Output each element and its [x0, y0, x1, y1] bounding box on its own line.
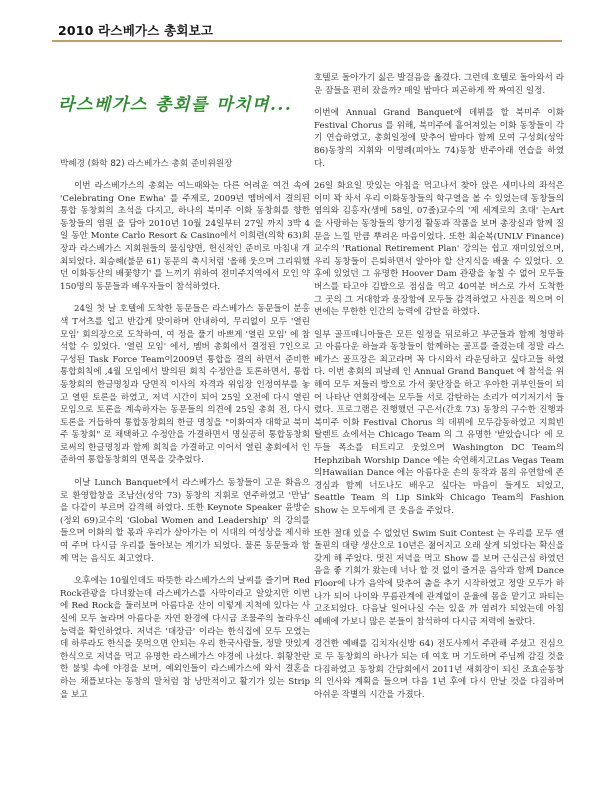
paragraph: 24일 첫 날 호텔에 도착한 동문들은 라스베가스 동문들이 분홍색 T셔츠를 입고 반갑게 맞이하며 안내하여, 무리없이 모두 '열린 모임' 회의장으로 도착하여, 여 정을 풀기 바쁘게 '열린 모임' 에 참석할 수 있었다. '열린 모임' 에서, 멤버 총회에서 결정된 7인으로 구성된 Task Force Team이2009년 통합을 결의 하면서 준비한 통합회칙에 ,4월 모임에서 발의된 회칙 수정안을 토론하면서, 통합동창회의 한글명칭과 당면직 이사의 자격과 위임장 인정여부를 놓고 열띤 토론을 하였고, 저녁 시간이 되어 25일 오전에 다시 열린 모임으로 토론을 계속하자는 동문들의 의견에 25일 총회 전, 다시 토론을 거듭하여 통합동창회의 한글 명칭을 "이화여자 대학교 북미주 동창회" 로 채택하고 수정안을 가결하면서 명실공히 통합동창회로써의 한글명칭과 함께 회칙을 가결하고 이어서 열린 총회에서 인준하여 통합동창회의 면목을 갖추었다.	[60, 304, 310, 466]
page-header	[52, 18, 562, 42]
paragraph: 호텔로 돌아가기 싫은 발걸음을 옮겼다. 그런데 호텔로 돌아와서 라운 잠들을 편히 잤을까? 매일 밤마다 피곤하게 짝 짜여진 일정.	[314, 73, 564, 96]
paragraph: 이번 라스베가스의 총회는 여느때와는 다른 어려운 여건 속에 'Celebrating One Ewha' 를 주제로, 2009년 멤버에서 결의된 통합 동창회의 초석을 다지고, 하나의 북미주 이화 동창회를 향한 동창들의 염원 을 담아 2010년 10월 24일부터 27일 까지 3박 4일 동안 Monte Carlo Resort & Casino에서 이희련(의학 63)회장과 라스베가스 지회원들의 물심양면, 헌신적인 준비로 마침내 개최되었다. 최승혜(불문 61) 동문의 축시처럼 '올해 웃으며 그리워했던 이화동산의 배꽃향기' 를 느끼기 위하여 전미주지역에서 모인 약 150명의 동문들과 배우자들이 참석하였다.	[60, 181, 310, 292]
article-title: 라스베가스 총회를 마치며...	[58, 95, 293, 115]
paragraph: 일부 골프매니아들은 모든 일정을 뒤로하고 부군들과 함께 청명하고 아름다운 하늘과 동창들이 함께하는 골프를 즐겼는데 정말 라스베가스 골프장은 최고라며 꼭 다시와서 라운딩하고 싶다고들 하였다. 이번 총회의 피날레 인 Annual Grand Banquet 에 참석을 위해여 모두 저들러 방으로 가서 꽃단장을 하고 우아한 귀부인들이 되어 나타난 연회장에는 모두들 서로 감탄하는 소리가 여기저기서 들렸다. 프로그램은 진행했던 구은서(간호 73) 동창의 구수한 진행과 북미주 이화 Festival Chorus 의 데뷔에 모두감동하였고 지희빈 탈렌트 쇼에서는 Chicago Team 의 그 유명한 '받았습니다' 에 모두들 폭소를 터트리고 웃었으며 Washington DC Team의 Hephzibah Worship Dance 에는 숙연해지고Las Vegas Team 의Hawaiian Dance 에는 아름다운 손의 동작과 몸의 유연함에 존경심과 함께 너도나도 배우고 싶다는 마음이 들게도 되었고, Seattle Team 의 Lip Sink와 Chicago Team의 Fashion Show 는 모두에게 큰 웃음을 주었다.	[314, 329, 564, 516]
paragraph: 또한 절대 있을 수 없었던 Swim Suit Contest 는 우리를 모두 앤돌핀의 대량 생산으로 10년은 젊어지고 오래 살게 되었다는 확신을 갖게 해 주었다. 멋진 저녁을 먹고 Show 를 보며 근심근심 하였던 음을 좋 기회가 왔는데 너나 할 것 없이 즐거운 음악과 함께 Dance Floor에 나가 음악에 맞추어 춤을 추기 시작하였고 정말 모두가 하나가 되어 나이와 무름관계에 관계없이 운율에 몸을 맡기고 파티는 고조되었다. 다음날 일어나실 수는 있을 까 염려가 되었는데 아침 예배에 가보니 많은 분들이 참석하여 다시금 저력에 놀랐다.	[314, 528, 564, 627]
paragraph: 이날 Lunch Banquet에서 라스베가스 동창들이 고운 화음으로 환영합창을 조남선(성악 73) 동창의 지휘로 연주하였고 '만남' 을 다같이 부르며 감격해 하였다. 또한 Keynote Speaker 윤방순(정외 69)교수의 'Global Women and Leadership' 의 강의를 들으며 이화의 할 몫과 우리가 살아가는 이 시대의 여성상을 제시하여 주며 다시금 우리를 돌아보는 계기가 되었다. 물론 동문들과 함께 먹는 음식도 최고였다.	[60, 478, 310, 564]
paragraph: 오후에는 10월인데도 따뜻한 라스베가스의 날씨를 즐기며 Red Rock관광을 다녀왔는데 라스베가스를 사막이라고 알았지만 이번에 Red Rock을 둘러보며 아름다운 산이 이렇게 지척에 있다는 사실에 모두 놀라며 아름다운 자연 환경에 다시금 조물주의 놀라우신 능력을 확인하였다. 저녁은 '대장금' 이라는 한식집에 모두 모였는데 하루라도 한식을 못먹으면 안되는 우리 한국사람들, 정말 맛있게 한식으로 저녁을 먹고 유명한 라스베가스 야경에 나섰다. 휘황찬란한 불빛 속에 야경을 보며, 예외인들이 라스베가스에 와서 결혼을 하는 채플보다는 동창의 말처럼 참 낭만적이고 활기가 있는 Strip을 보고	[60, 576, 310, 700]
article-byline: 박혜경 (화학 82) 라스베가스 총회 준비위원장	[60, 159, 233, 169]
paragraph: 이번에 Annual Grand Banquet에 데뷔를 할 북미주 이화 Festival Chorus 를 위해, 북미주에 흩어져있는 이화 동창들이 각기 연습하였고, 총회일정에 맞추어 밤마다 함께 모여 구성회(성악 86)동창의 지휘와 이명례(피아노 74)동창 반주아래 연습을 하였다.	[314, 108, 564, 169]
paragraph: 경건한 예배를 김치자(신방 64) 전도사께서 주관해 주셨고 진심으로 두 동창회의 하나가 되는 데 여호 머 기도하며 주님께 감길 것을 다짐하였고 동창회 간담회에서 2011년 새회장이 되신 조효순동창의 인사와 계획을 들으며 다음 1년 후에 다시 만날 것을 다짐하며 아쉬운 작별의 시간을 가졌다.	[314, 639, 564, 700]
left-column	[60, 180, 310, 711]
right-column	[314, 72, 564, 711]
paragraph: 26일 화요일 맛있는 아침을 먹고나서 찾아 앉은 세미나의 좌석은 이미 꽉 차서 우리 이화동창들의 학구열을 볼 수 있었는데 동창들의 염의와 김홍자(생메 58일, 07졸)교수의 '제 세계로의 초대' 는Art을 사랑하는 동창들의 향기정 활동과 작품을 보며 총장실과 함께 질문을 느낄 만큼 뿌려온 마음이었다. 또한 최순복(UNLV Finance)교수의 'Rational Retirement Plan' 강의는 쉽고 재미있었으며,우리 동창들이 은퇴하면서 알아야 할 산지식을 배울 수 있었다. 오후에 있었던 그 유명한 Hoover Dam 관광을 놓칠 수 없어 모두들 버스를 타고야 김밥으로 점심을 먹고 40여분 버스로 가서 도착한 그 곳의 그 거대함과 웅장함에 모두들 감격하였고 사진을 찍으며 이번에는 무한한 인간의 능력에 감탄을 하였다.	[314, 181, 564, 318]
header-title: 2010 라스베가스 총회보고	[58, 23, 214, 38]
